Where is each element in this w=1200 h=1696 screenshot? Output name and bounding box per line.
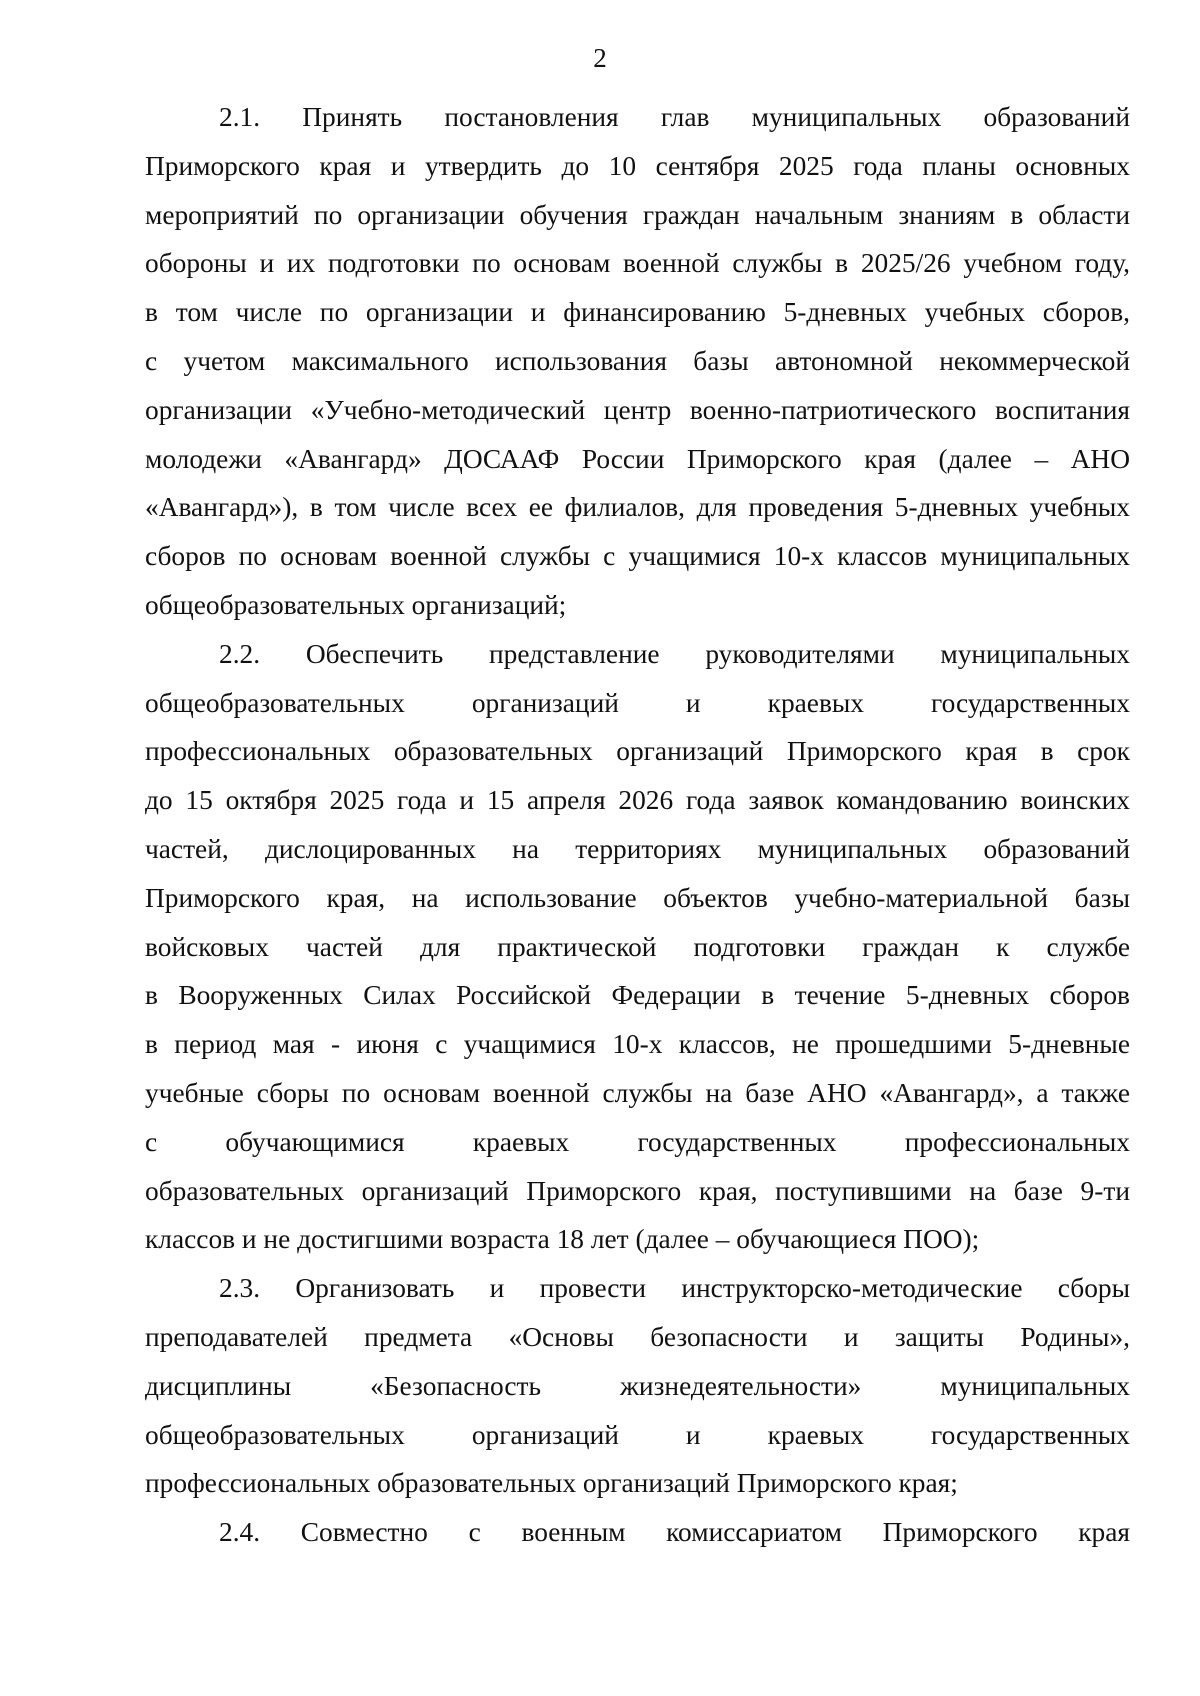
text-line: общеобразовательных организаций и краевых государственных bbox=[145, 1419, 1130, 1450]
page-number: 2 bbox=[593, 43, 607, 73]
text-line: в том числе по организации и финансированию 5-дневных учебных сборов, bbox=[145, 297, 1130, 328]
text-line: обороны и их подготовки по основам военной службы в 2025/26 учебном году, bbox=[145, 248, 1130, 279]
text-line: молодежи «Авангард» ДОСААФ России Приморского края (далее – АНО bbox=[145, 443, 1130, 474]
paragraph-4 bbox=[145, 1508, 1130, 1557]
text-line: профессиональных образовательных организаций Приморского края; bbox=[145, 1468, 958, 1499]
text-line: учебные сборы по основам военной службы на базе АНО «Авангард», а также bbox=[145, 1077, 1130, 1108]
text-line: 2.1. Принять постановления глав муниципальных образований bbox=[219, 102, 1130, 132]
text-line: 2.4. Совместно с военным комиссариатом Приморского края bbox=[219, 1517, 1130, 1548]
text-line: общеобразовательных организаций; bbox=[145, 589, 567, 620]
text-line: преподавателей предмета «Основы безопасности и защиты Родины», bbox=[145, 1321, 1130, 1352]
text-line: организации «Учебно-методический центр военно-патриотического воспитания bbox=[145, 394, 1130, 425]
text-line: в Вооруженных Силах Российской Федерации в течение 5-дневных сборов bbox=[145, 980, 1130, 1011]
paragraph-3 bbox=[145, 1264, 1130, 1508]
text-line: 2.2. Обеспечить представление руководителями муниципальных bbox=[219, 638, 1130, 669]
text-line: общеобразовательных организаций и краевых государственных bbox=[145, 687, 1130, 718]
text-line: до 15 октября 2025 года и 15 апреля 2026 года заявок командованию воинских bbox=[145, 785, 1130, 816]
text-line: Приморского края и утвердить до 10 сентября 2025 года планы основных bbox=[145, 150, 1130, 181]
text-line: войсковых частей для практической подготовки граждан к службе bbox=[145, 931, 1130, 962]
text-line: Приморского края, на использование объектов учебно-материальной базы bbox=[145, 882, 1130, 913]
text-line: «Авангард»), в том числе всех ее филиалов, для проведения 5-дневных учебных bbox=[145, 492, 1130, 523]
text-line: частей, дислоцированных на территориях муниципальных образований bbox=[145, 833, 1130, 864]
text-line: в период мая - июня с учащимися 10-х классов, не прошедшими 5-дневные bbox=[145, 1029, 1130, 1060]
text-line: классов и не достигшими возраста 18 лет (далее – обучающиеся ПОО); bbox=[145, 1224, 980, 1255]
text-line: дисциплины «Безопасность жизнедеятельности» муниципальных bbox=[145, 1370, 1130, 1401]
text-line: 2.3. Организовать и провести инструкторско-методические сборы bbox=[219, 1273, 1130, 1304]
text-line: мероприятий по организации обучения граждан начальным знаниям в области bbox=[145, 199, 1130, 230]
document-body bbox=[145, 93, 1130, 1557]
text-line: образовательных организаций Приморского края, поступившими на базе 9-ти bbox=[145, 1175, 1130, 1206]
paragraph-1 bbox=[145, 93, 1130, 630]
text-line: с учетом максимального использования базы автономной некоммерческой bbox=[145, 345, 1130, 376]
text-line: сборов по основам военной службы с учащимися 10-х классов муниципальных bbox=[145, 541, 1130, 572]
text-line: профессиональных образовательных организаций Приморского края в срок bbox=[145, 736, 1130, 767]
text-line: с обучающимися краевых государственных профессиональных bbox=[145, 1126, 1130, 1157]
paragraph-2 bbox=[145, 630, 1130, 1264]
